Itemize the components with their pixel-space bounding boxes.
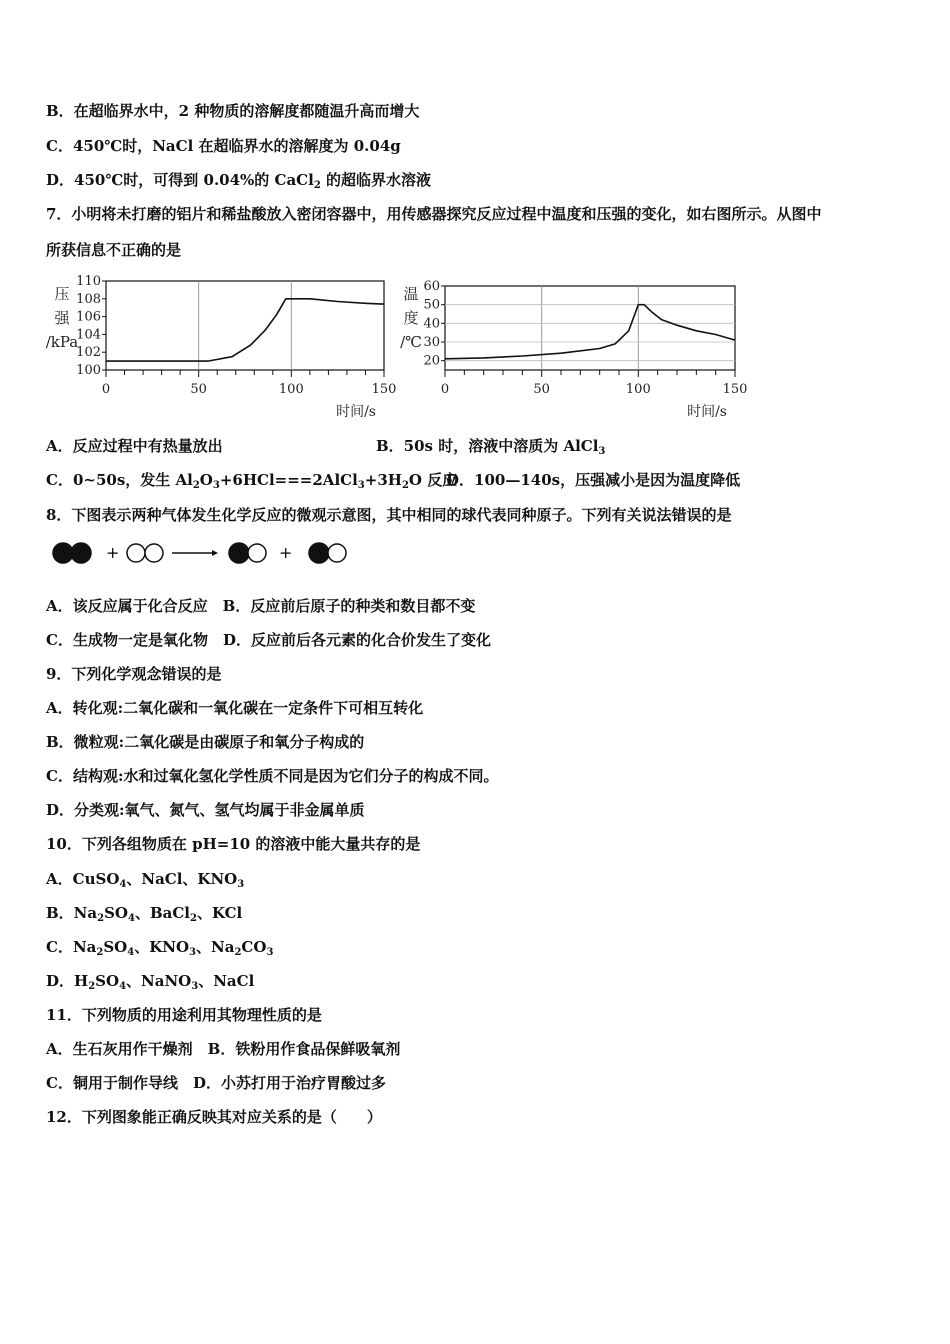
plus-sign-2: + — [279, 543, 293, 562]
q7-stem-line1: 7．小明将未打磨的铝片和稀盐酸放入密闭容器中，用传感器探究反应过程中温度和压强的变化，如右图所示。从图中 — [46, 205, 822, 223]
x-tick-label: 100 — [625, 382, 651, 397]
q7-option-d: D．100—140s，压强减小是因为温度降低 — [446, 471, 741, 489]
q8-options-cd: C．生成物一定是氧化物 D．反应前后各元素的化合价发生了变化 — [46, 631, 491, 649]
series-line — [445, 305, 735, 359]
q12-stem: 12．下列图象能正确反映其对应关系的是（ ） — [46, 1108, 382, 1126]
x-axis-label: 时间/s — [336, 404, 376, 420]
y-axis-label: 度 — [403, 309, 419, 327]
x-tick-label: 100 — [278, 382, 304, 397]
y-tick-label: 60 — [423, 279, 440, 294]
y-tick-label: 106 — [76, 309, 101, 325]
q10-option-d: D．$H_2SO_4$、NaNO$_3$、NaCl — [46, 972, 255, 992]
q7-option-b: B．50s 时，溶液中溶质为 AlCl$_3$ — [376, 437, 606, 457]
y-tick-label: 110 — [76, 274, 101, 289]
y-tick-label: 20 — [423, 353, 440, 369]
y-tick-label: 50 — [423, 297, 440, 313]
q7-option-a: A．反应过程中有热量放出 — [46, 437, 223, 455]
reactant-molecule-black-black — [53, 543, 91, 563]
x-tick-label: 0 — [101, 382, 111, 397]
x-tick-label: 150 — [371, 382, 397, 397]
temperature-chart — [395, 272, 755, 427]
q9-option-b: B．微粒观:二氧化碳是由碳原子和氧分子构成的 — [46, 733, 365, 751]
y-axis-label: /kPa — [45, 333, 79, 351]
y-tick-label: 40 — [423, 316, 440, 332]
series-line — [106, 299, 384, 361]
reaction-diagram-svg — [50, 538, 370, 568]
reaction-diagram — [50, 538, 370, 568]
q9-option-c: C．结构观:水和过氧化氢化学性质不同是因为它们分子的构成不同。 — [46, 767, 499, 785]
pressure-chart — [40, 272, 400, 427]
product-molecule-1 — [229, 543, 266, 563]
x-tick-label: 0 — [440, 382, 450, 397]
q11-options-cd: C．铜用于制作导线 D．小苏打用于治疗胃酸过多 — [46, 1074, 386, 1092]
q7-stem-line2: 所获信息不正确的是 — [46, 241, 182, 259]
y-axis-label: 温 — [403, 285, 419, 303]
reactant-molecule-white-white — [127, 544, 163, 562]
y-axis-label: /℃ — [400, 333, 422, 351]
y-axis-label: 压 — [54, 285, 70, 303]
y-tick-label: 30 — [423, 335, 440, 350]
plot-frame — [106, 281, 384, 370]
q9-option-a: A．转化观:二氧化碳和一氧化碳在一定条件下可相互转化 — [46, 699, 424, 717]
q10-option-a: A．CuSO$_4$、NaCl、$KNO_3$ — [46, 870, 245, 890]
q6-option-d: D．450℃时，可得到 0.04%的 CaCl$_2$ 的超临界水溶液 — [46, 171, 432, 191]
x-tick-label: 50 — [533, 382, 550, 397]
product-molecule-2 — [309, 543, 346, 563]
q8-options-ab: A．该反应属于化合反应 B．反应前后原子的种类和数目都不变 — [46, 597, 476, 615]
q10-option-c: C．$Na_2SO_4$、$KNO_3$、$Na_2CO_3$ — [46, 938, 274, 958]
q11-stem: 11．下列物质的用途利用其物理性质的是 — [46, 1006, 322, 1024]
y-tick-label: 104 — [76, 327, 101, 343]
q6-option-c: C．450℃时，NaCl 在超临界水的溶解度为 0.04g — [46, 137, 401, 155]
y-tick-label: 108 — [76, 291, 101, 307]
q6-option-b: B．在超临界水中，2 种物质的溶解度都随温升高而增大 — [46, 102, 420, 120]
q11-options-ab: A．生石灰用作干燥剂 B．铁粉用作食品保鲜吸氧剂 — [46, 1040, 401, 1058]
x-tick-label: 50 — [190, 382, 207, 397]
x-tick-label: 150 — [722, 382, 748, 397]
y-tick-label: 100 — [76, 363, 101, 378]
q9-option-d: D．分类观:氧气、氮气、氢气均属于非金属单质 — [46, 801, 365, 819]
pressure-chart-svg — [40, 272, 400, 427]
q10-stem: 10．下列各组物质在 pH=10 的溶液中能大量共存的是 — [46, 835, 421, 853]
q10-option-b: B．$Na_2SO_4$、BaCl$_2$、KCl — [46, 904, 243, 924]
q8-stem: 8．下图表示两种气体发生化学反应的微观示意图，其中相同的球代表同种原子。下列有关说法错误的是 — [46, 506, 732, 524]
q7-option-c: C．0~50s，发生 $Al_2O_3+6HCl===2AlCl_3+3H_2O$ 反应 — [46, 471, 458, 491]
y-axis-label: 强 — [54, 309, 70, 327]
temperature-chart-svg — [395, 272, 755, 427]
x-axis-label: 时间/s — [687, 404, 727, 420]
q9-stem: 9．下列化学观念错误的是 — [46, 665, 222, 683]
plus-sign-1: + — [106, 543, 120, 562]
y-tick-label: 102 — [76, 345, 101, 361]
reaction-arrow-icon — [172, 550, 218, 556]
